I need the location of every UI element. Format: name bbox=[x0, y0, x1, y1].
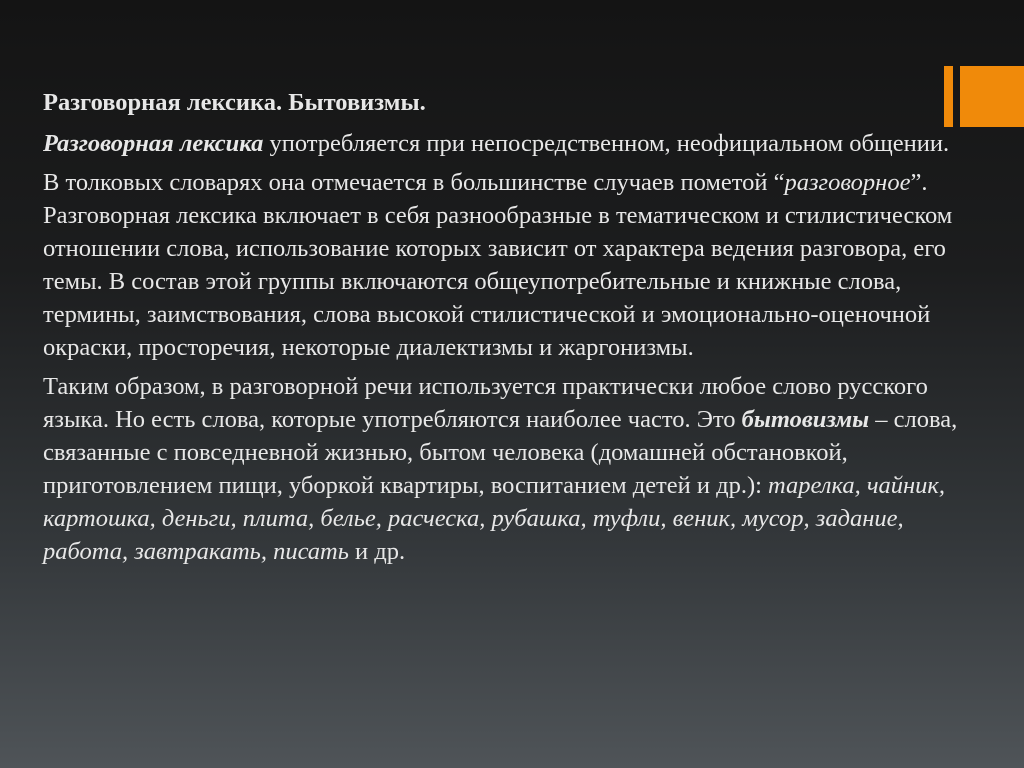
paragraph-2-before: В толковых словарях она отмечается в большинстве случаев пометой “ bbox=[43, 169, 785, 196]
term-bytovizmy: бытовизмы bbox=[741, 406, 870, 433]
paragraph-2 bbox=[43, 166, 988, 364]
paragraph-3-before: Таким образом, в разговорной речи используется практически любое слово русского языка. Но есть слова, которые употребляются наиболее часто. Это bbox=[43, 373, 928, 433]
term-razgovornaya-leksika: Разговорная лексика bbox=[43, 130, 264, 157]
paragraph-1 bbox=[43, 127, 988, 160]
examples-list: тарелка, чайник, картошка, деньги, плита, белье, расческа, рубашка, туфли, веник, мусор, задание, работа, завтракать, писать bbox=[43, 472, 946, 565]
paragraph-2-after: ”. Разговорная лексика включает в себя разнообразные в тематическом и стилистическом отношении слова, использование которых зависит от характера ведения разговора, его темы. В состав этой группы включаются общеупотребительные и книжные слова, термины, заимствования, слова высокой стилистической и эмоционально-оценочной окраски, просторечия, некоторые диалектизмы и жаргонизмы. bbox=[43, 169, 953, 361]
slide-content bbox=[43, 85, 988, 574]
paragraph-3-middle: – слова, связанные с повседневной жизнью, бытом человека (домашней обстановкой, приготовлением пищи, уборкой квартиры, воспитанием детей и др.): bbox=[43, 406, 958, 499]
paragraph-3 bbox=[43, 370, 988, 568]
slide-title: Разговорная лексика. Бытовизмы. bbox=[43, 89, 426, 116]
mark-razgovornoe: разговорное bbox=[784, 169, 911, 196]
paragraph-1-text: употребляется при непосредственном, неофициальном общении. bbox=[263, 130, 950, 157]
paragraph-3-end: и др. bbox=[348, 538, 406, 565]
